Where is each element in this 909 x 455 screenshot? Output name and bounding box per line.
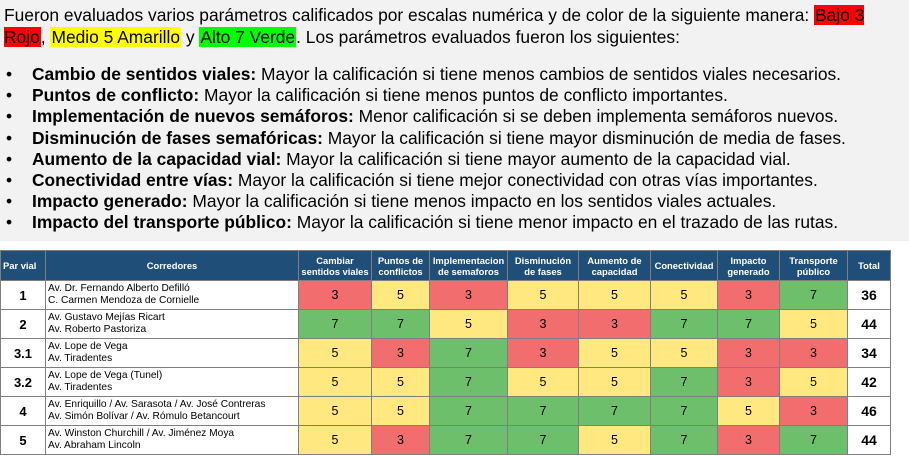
par-vial-cell: 3.2 [1, 368, 46, 397]
parameter-item [6, 191, 906, 212]
score-cell: 3 [508, 339, 579, 368]
parameter-description: Mayor la calificación si tiene mayor aumento de la capacidad vial. [281, 148, 791, 169]
score-cell: 5 [508, 368, 579, 397]
corredor-line: Av. Dr. Fernando Alberto Defilló [48, 282, 190, 294]
parameter-item [6, 85, 906, 106]
parameter-name: Aumento de la capacidad vial: [32, 148, 282, 169]
table-row [1, 426, 891, 455]
score-cell: 5 [780, 310, 848, 339]
column-header: Total [848, 251, 891, 281]
total-cell: 44 [848, 426, 891, 455]
score-cell: 7 [430, 368, 508, 397]
score-cell: 5 [651, 281, 718, 310]
score-cell: 5 [579, 281, 651, 310]
corredor-line: Av. Gustavo Mejías Ricart [48, 311, 165, 323]
corredor-line: Av. Enriquillo / Av. Sarasota / Av. José Contreras [48, 398, 266, 410]
intro-sep2: y [181, 27, 200, 47]
column-header: Puntos de conflictos [372, 251, 430, 281]
corredor-line: Av. Simón Bolívar / Av. Rómulo Betancourt [48, 411, 240, 422]
parameter-name: Puntos de conflicto: [32, 85, 200, 106]
score-cell: 7 [372, 310, 430, 339]
corredor-line: Av. Tiradentes [48, 382, 113, 393]
score-cell: 3 [780, 339, 848, 368]
parameter-item [6, 170, 906, 191]
parameter-item [6, 212, 906, 233]
scale-high-label: Alto 7 Verde [200, 27, 296, 47]
score-cell: 5 [780, 368, 848, 397]
intro-paragraph [4, 4, 904, 48]
parameter-name: Implementación de nuevos semáforos: [32, 106, 354, 127]
parameter-name: Conectividad entre vías: [32, 170, 234, 191]
corredores-cell [46, 310, 299, 339]
corredor-line: C. Carmen Mendoza de Cornielle [48, 295, 200, 306]
score-cell: 3 [718, 281, 780, 310]
bullet-icon: • [6, 191, 13, 212]
score-cell: 5 [299, 397, 372, 426]
corredores-cell [46, 368, 299, 397]
corredor-line: Av. Lope de Vega [48, 340, 128, 352]
bullet-icon: • [6, 85, 13, 106]
score-cell: 3 [780, 397, 848, 426]
score-cell: 3 [372, 426, 430, 455]
column-header: Par vial [1, 251, 46, 281]
par-vial-cell: 1 [1, 281, 46, 310]
parameter-item [6, 106, 906, 127]
bullet-icon: • [6, 106, 13, 127]
parameter-list [6, 64, 906, 234]
total-cell: 46 [848, 397, 891, 426]
score-cell: 5 [372, 281, 430, 310]
bullet-icon: • [6, 170, 13, 191]
score-cell: 5 [299, 368, 372, 397]
par-vial-cell: 5 [1, 426, 46, 455]
par-vial-cell: 2 [1, 310, 46, 339]
score-cell: 7 [508, 397, 579, 426]
score-cell: 5 [579, 339, 651, 368]
par-vial-cell: 4 [1, 397, 46, 426]
score-cell: 7 [780, 281, 848, 310]
score-cell: 7 [430, 426, 508, 455]
score-cell: 3 [718, 368, 780, 397]
bullet-icon: • [6, 127, 13, 148]
parameter-description: Menor calificación si se deben implementa semáforos nuevos. [353, 106, 839, 127]
score-cell: 5 [579, 368, 651, 397]
parameter-description: Mayor la calificación si tiene menos impacto en los sentidos viales actuales. [187, 191, 777, 212]
table-header-row [1, 251, 891, 281]
score-cell: 3 [718, 339, 780, 368]
intro-text-after: . Los parámetros evaluados fueron los siguientes: [296, 27, 680, 47]
intro-text-before: Fueron evaluados varios parámetros calificados por escalas numérica y de color de la siguiente manera: [4, 5, 815, 25]
column-header: Transporte público [780, 251, 848, 281]
score-cell: 7 [579, 397, 651, 426]
score-cell: 3 [579, 310, 651, 339]
score-cell: 5 [372, 397, 430, 426]
scale-low-label: Bajo 3 Rojo [4, 5, 865, 47]
bullet-icon: • [6, 212, 13, 233]
table-row [1, 397, 891, 426]
bullet-icon: • [6, 64, 13, 84]
table-row [1, 281, 891, 310]
score-cell: 5 [372, 368, 430, 397]
corredor-line: Av. Tiradentes [48, 353, 113, 364]
table-row [1, 310, 891, 339]
corredores-cell [46, 426, 299, 455]
column-header: Implementacion de semaforos [430, 251, 508, 281]
table-body [1, 281, 891, 455]
column-header: Corredores [46, 251, 299, 281]
column-header: Cambiar sentidos viales [299, 251, 372, 281]
column-header: Aumento de capacidad [579, 251, 651, 281]
score-cell: 5 [651, 339, 718, 368]
total-cell: 42 [848, 368, 891, 397]
score-cell: 3 [430, 281, 508, 310]
score-cell: 7 [299, 310, 372, 339]
table-row [1, 339, 891, 368]
parameter-description: Mayor la calificación si tiene menos cambios de sentidos viales necesarios. [256, 64, 842, 84]
score-cell: 3 [718, 426, 780, 455]
total-cell: 36 [848, 281, 891, 310]
intro-sep1: , [40, 27, 51, 47]
parameter-description: Mayor la calificación si tiene menor impacto en el trazado de las rutas. [291, 212, 839, 233]
column-header: Conectividad [651, 251, 718, 281]
table-row [1, 368, 891, 397]
score-cell: 7 [780, 426, 848, 455]
score-cell: 3 [508, 310, 579, 339]
score-cell: 3 [299, 281, 372, 310]
score-cell: 5 [508, 281, 579, 310]
bullet-icon: • [6, 148, 13, 169]
parameter-item [6, 64, 906, 85]
parameter-item [6, 128, 906, 149]
total-cell: 34 [848, 339, 891, 368]
score-cell: 3 [372, 339, 430, 368]
parameter-description: Mayor la calificación si tiene menos puntos de conflicto importantes. [199, 85, 728, 106]
score-cell: 7 [430, 397, 508, 426]
score-cell: 5 [299, 426, 372, 455]
corredor-line: Av. Lope de Vega (Tunel) [48, 369, 163, 381]
score-cell: 5 [579, 426, 651, 455]
corredores-cell [46, 339, 299, 368]
total-cell: 44 [848, 310, 891, 339]
corredor-line: Av. Winston Churchill / Av. Jiménez Moya [48, 427, 235, 439]
parameter-name: Impacto generado: [32, 191, 188, 212]
score-cell: 7 [430, 339, 508, 368]
score-cell: 7 [508, 426, 579, 455]
parameter-name: Impacto del transporte público: [32, 212, 292, 233]
score-cell: 7 [651, 397, 718, 426]
parameter-description: Mayor la calificación si tiene mejor conectividad con otras vías importantes. [233, 170, 818, 191]
score-cell: 5 [430, 310, 508, 339]
scale-mid-label: Medio 5 Amarillo [51, 27, 181, 47]
score-cell: 7 [718, 310, 780, 339]
corredor-line: Av. Roberto Pastoriza [48, 324, 147, 335]
parameter-description: Mayor la calificación si tiene mayor disminución de media de fases. [322, 127, 846, 148]
parameter-item [6, 149, 906, 170]
column-header: Disminución de fases [508, 251, 579, 281]
par-vial-cell: 3.1 [1, 339, 46, 368]
score-cell: 5 [718, 397, 780, 426]
parameter-name: Cambio de sentidos viales: [32, 64, 257, 84]
corredores-cell [46, 397, 299, 426]
evaluation-table [0, 250, 891, 455]
score-cell: 7 [651, 426, 718, 455]
score-cell: 7 [651, 368, 718, 397]
corredor-line: Av. Abraham Lincoln [48, 440, 141, 451]
corredores-cell [46, 281, 299, 310]
column-header: Impacto generado [718, 251, 780, 281]
parameter-name: Disminución de fases semafóricas: [32, 127, 323, 148]
score-cell: 5 [299, 339, 372, 368]
score-cell: 7 [651, 310, 718, 339]
